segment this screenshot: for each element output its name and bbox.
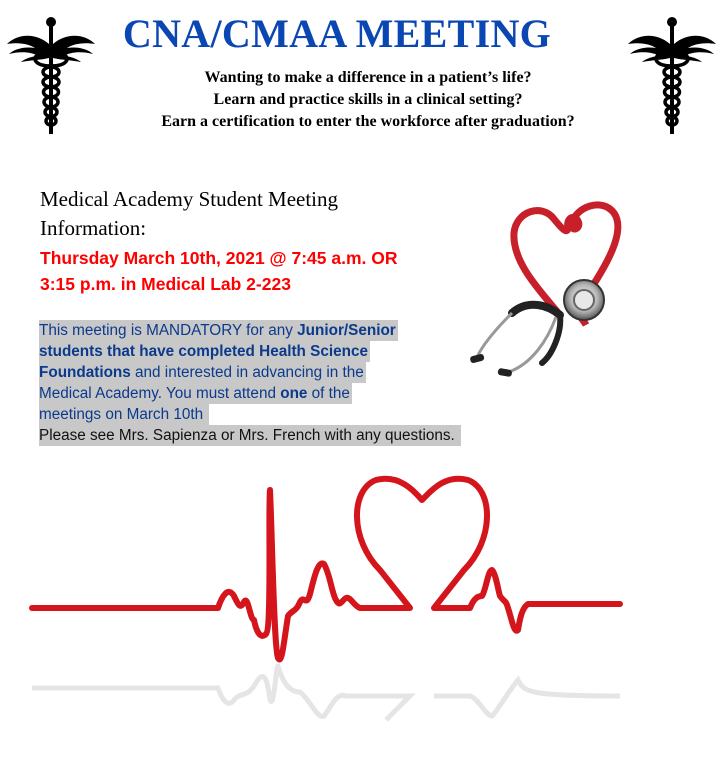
ekg-heartbeat-heart-image [20,470,640,760]
notice-text: of the [307,385,350,402]
notice-line [39,341,370,362]
notice-line [39,320,398,341]
notice-bold-text: Foundations [39,364,131,381]
notice-bold-text: students that have completed Health Science [39,343,368,360]
notice-bold-text: one [280,385,308,402]
contact-line: Please see Mrs. Sapienza or Mrs. French with any questions. [39,427,459,444]
title-text: CNA/CMAA MEETING [122,11,552,56]
notice-line [39,362,366,383]
notice-line: meetings on March 10th [39,406,208,423]
notice-text: and interested in advancing in the [130,364,364,381]
notice-text: This meeting is MANDATORY for any [39,322,298,339]
heading-line: Information: [40,216,147,240]
stethoscope-heart-image [432,183,722,398]
notice-block [39,320,461,446]
subtitle-line: Earn a certification to enter the workforce after graduation? [161,113,575,130]
heading-line: Medical Academy Student Meeting [40,187,339,211]
page-title [0,10,728,58]
subtitle-line: Learn and practice skills in a clinical setting? [213,91,523,108]
meeting-date-time [40,245,440,297]
notice-bold-text: Junior/Senior [297,322,396,339]
date-line: Thursday March 10th, 2021 @ 7:45 a.m. OR [40,248,398,268]
notice-line [39,383,352,404]
date-line: 3:15 p.m. in Medical Lab 2-223 [40,274,291,294]
notice-text: Medical Academy. You must attend [39,385,281,402]
meeting-info-heading [40,185,430,243]
subtitle-line: Wanting to make a difference in a patient’s life? [204,69,532,86]
